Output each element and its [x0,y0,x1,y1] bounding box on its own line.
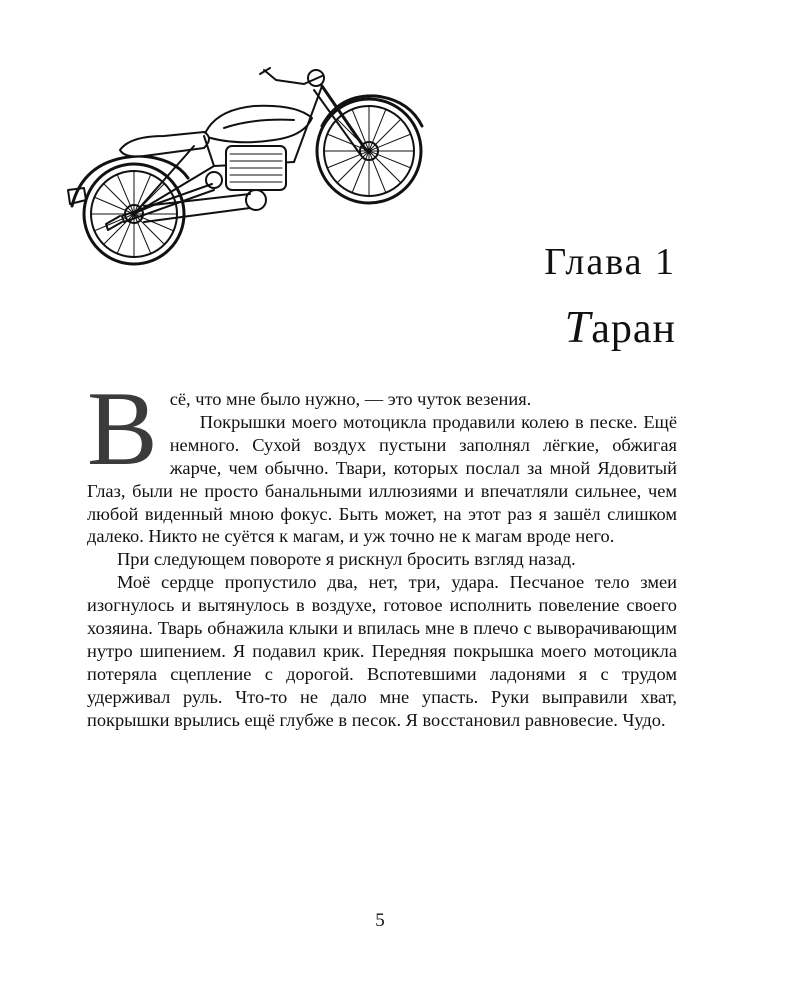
paragraph-1-text: сё, что мне было нужно, — это чуток везения. [169,389,532,409]
paragraph-4: Моё сердце пропустило два, нет, три, удара. Песчаное тело змеи изогнулось и вытянулось в воздухе, готовое исполнить повеление своего хозяина. Тварь обнажила клыки и впилась мне в плечо с выворачивающим нутро шипением. Я подавил крик. Передняя покрышка моего мотоцикла потеряла сцепление с дорогой. Вспотевшими ладонями я с трудом удерживал руль. Что-то не дало мне упасть. Руки выправили хват, покрышки врылись ещё глубже в песок. Я восстановил равновесие. Чудо. [87,572,677,730]
motorcycle-icon [64,66,446,266]
page-number: 5 [375,910,385,931]
chapter-title [565,300,676,353]
chapter-text [87,370,677,732]
chapter-title-initial: Т [564,301,592,352]
drop-cap: В [87,370,158,487]
motorcycle-illustration [64,66,446,266]
paragraph-2: Покрышки моего мотоцикла продавили колею в песке. Ещё немного. Сухой воздух пустыни заполнял лёгкие, обжигая жарче, чем обычно. Твари, которых послал за мной Ядовитый Глаз, были не просто банальными иллюзиями и впечатляли сильнее, чем любой виденный мною фокус. Быть может, на этот раз я зашёл слишком далеко. Никто не суётся к магам, и уж точно не к магам вроде него. [87,411,677,547]
paragraph-3: При следующем повороте я рискнул бросить взгляд назад. [117,549,576,570]
chapter-title-rest: аран [591,306,676,352]
chapter-number: Глава 1 [544,241,676,283]
